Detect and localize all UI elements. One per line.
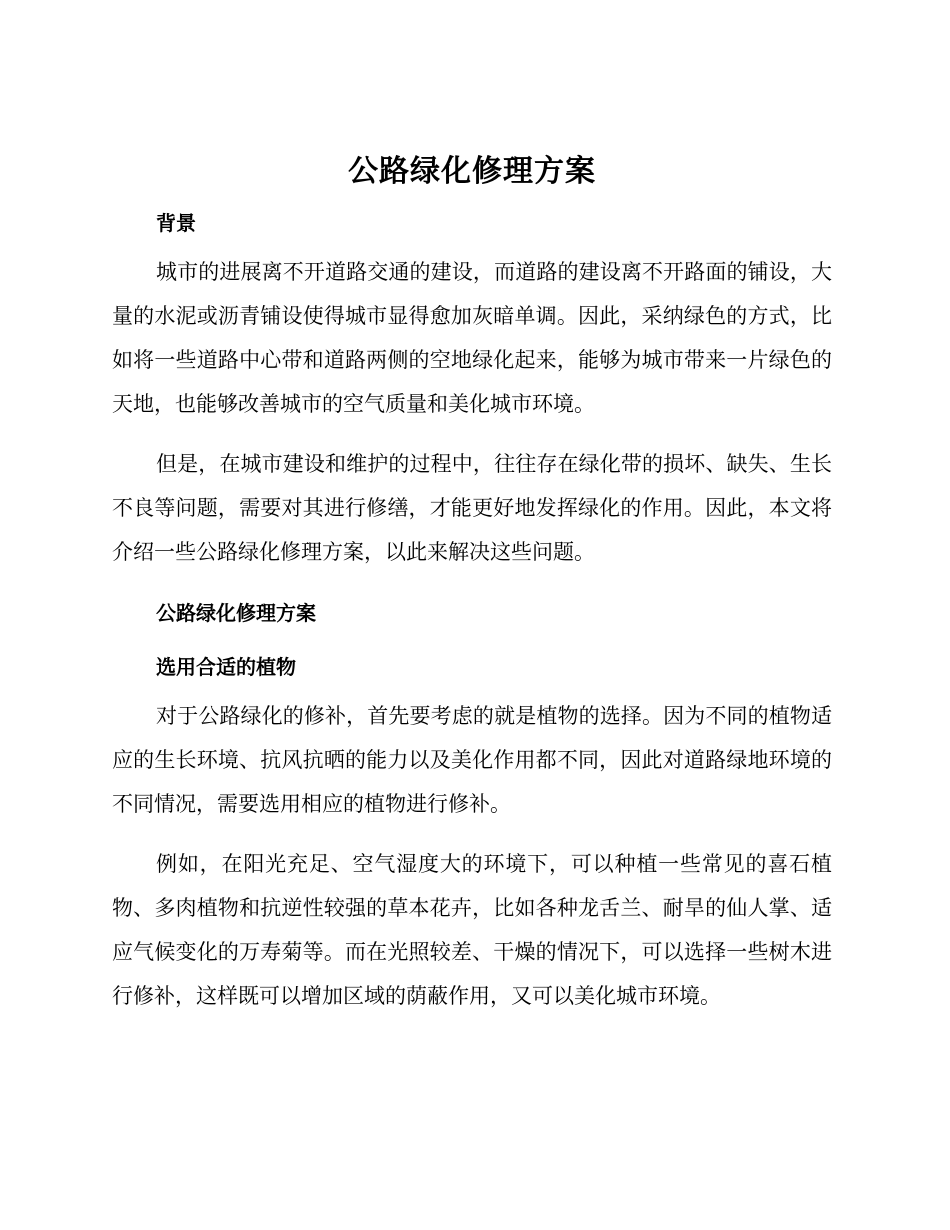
subsection-heading-plants: 选用合适的植物 xyxy=(156,655,296,679)
paragraph: 例如，在阳光充足、空气湿度大的环境下，可以种植一些常见的喜石植物、多肉植物和抗逆性较强的草本花卉，比如各种龙舌兰、耐旱的仙人掌、适应气候变化的万寿菊等。而在光照较差、干燥的情况下，可以选择一些树木进行修补，这样既可以增加区域的荫蔽作用，又可以美化城市环境。 xyxy=(112,852,832,1008)
document-title: 公路绿化修理方案 xyxy=(348,154,596,189)
section-heading-plan: 公路绿化修理方案 xyxy=(156,601,316,625)
paragraph: 城市的进展离不开道路交通的建设，而道路的建设离不开路面的铺设，大量的水泥或沥青铺设使得城市显得愈加灰暗单调。因此，采纳绿色的方式，比如将一些道路中心带和道路两侧的空地绿化起来，能够为城市带来一片绿色的天地，也能够改善城市的空气质量和美化城市环境。 xyxy=(112,260,832,416)
section-heading-background: 背景 xyxy=(156,211,196,235)
paragraph: 但是，在城市建设和维护的过程中，往往存在绿化带的损坏、缺失、生长不良等问题，需要对其进行修缮，才能更好地发挥绿化的作用。因此，本文将介绍一些公路绿化修理方案，以此来解决这些问题。 xyxy=(112,452,832,564)
paragraph: 对于公路绿化的修补，首先要考虑的就是植物的选择。因为不同的植物适应的生长环境、抗风抗晒的能力以及美化作用都不同，因此对道路绿地环境的不同情况，需要选用相应的植物进行修补。 xyxy=(112,704,832,816)
document-body xyxy=(112,150,832,1018)
